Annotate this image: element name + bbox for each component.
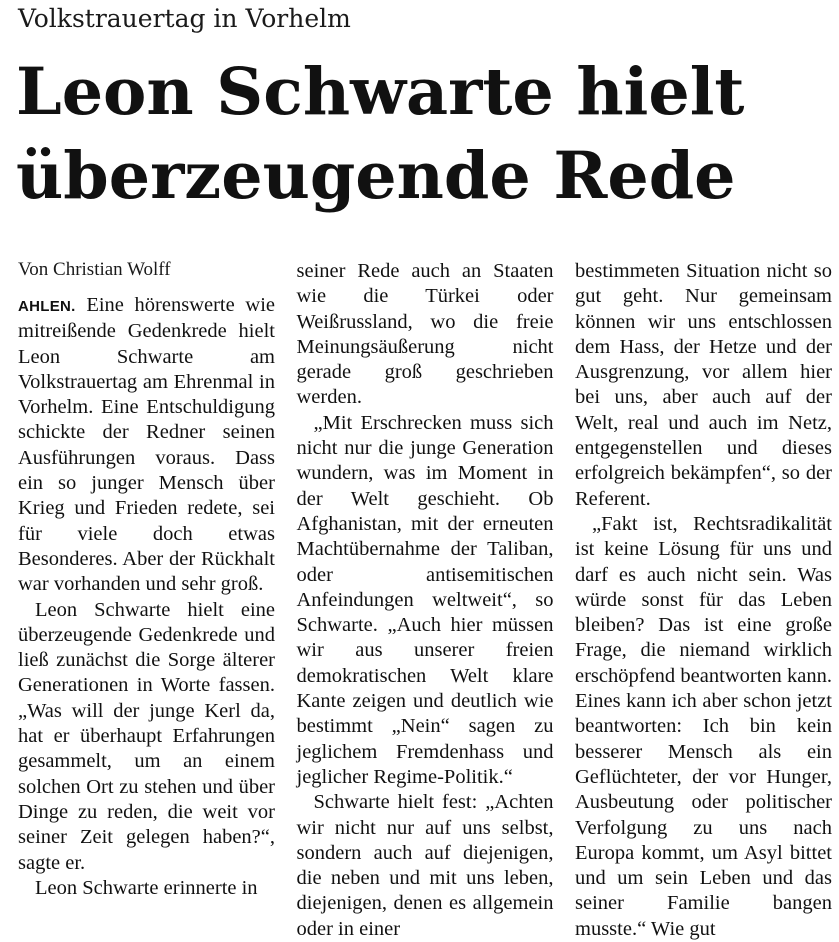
article-kicker: Volkstrauertag in Vorhelm	[18, 4, 351, 33]
paragraph-text: Eine hörenswerte wie mitreißende Gedenkrede hielt Leon Schwarte am Volkstrauertag am Ehrenmal in Vorhelm. Eine Entschuldigung schickte der Redner seinen Ausführungen voraus. Dass ein so junger Mensch über Krieg und Frieden redete, sei für viele doch etwas Besonderes. Aber der Rückhalt war vorhanden und sehr groß.	[18, 294, 275, 596]
headline-line-1: Leon Schwarte hielt	[16, 54, 745, 130]
dateline: AHLEN.	[18, 298, 76, 315]
headline-line-2: überzeugende Rede	[16, 138, 736, 214]
paragraph: „Mit Erschrecken muss sich nicht nur die junge Generation wundern, was im Moment in der Welt geschieht. Ob Afghanistan, mit der erneuten Machtübernahme der Taliban, oder antisemitischen Anfeindungen weltweit“, so Schwarte. „Auch hier müssen wir aus unserer freien demokratischen Welt klare Kante zeigen und deutlich wie bestimmt „Nein“ sagen zu jeglichem Fremdenhass und jeglicher Regime-Politik.“	[296, 411, 554, 788]
paragraph: Schwarte hielt fest: „Achten wir nicht nur auf uns selbst, sondern auch auf diejenigen, die neben und mit uns leben, diejenigen, denen es allgemein oder in einer	[296, 791, 554, 940]
paragraph: seiner Rede auch an Staaten wie die Türkei oder Weißrussland, wo die freie Meinungsäußerung nicht gerade groß geschrieben werden.	[296, 260, 554, 409]
article-body	[18, 259, 832, 942]
paragraph: Leon Schwarte hielt eine überzeugende Gedenkrede und ließ zunächst die Sorge älterer Generationen in Worte fassen. „Was will der junge Kerl da, hat er überhaupt Erfahrungen gesammelt, um an einem solchen Ort zu stehen und über Dinge zu reden, die weit vor seiner Zeit gelegen haben?“, sagte er.	[18, 598, 275, 874]
paragraph: Leon Schwarte erinnerte in	[35, 876, 258, 899]
byline: Von Christian Wolff	[18, 259, 171, 280]
paragraph	[18, 293, 275, 598]
article-headline	[16, 50, 744, 218]
text-column-1	[18, 259, 275, 942]
paragraph: bestimmeten Situation nicht so gut geht. Nur gemeinsam können wir uns entschlossen dem Hass, der Hetze und der Ausgrenzung, vor allem hier bei uns, aber auch auf der Welt, real und auch im Netz, entgegenstellen und dieses erfolgreich bekämpfen“, so der Referent.	[575, 260, 832, 510]
text-column-2	[297, 259, 554, 942]
paragraph: „Fakt ist, Rechtsradikalität ist keine Lösung für uns und darf es auch nicht sein. Was würde sonst für das Leben bleiben? Das ist eine große Frage, die niemand wirklich erschöpfend beantworten kann. Eines kann ich aber schon jetzt beantworten: Ich bin kein besserer Mensch als ein Geflüchteter, der vor Hunger, Ausbeutung oder politischer Verfolgung zu uns nach Europa kommt, um Asyl bittet und um sein Leben und das seiner Familie bangen musste.“ Wie gut	[575, 512, 832, 940]
text-column-3	[575, 259, 832, 942]
